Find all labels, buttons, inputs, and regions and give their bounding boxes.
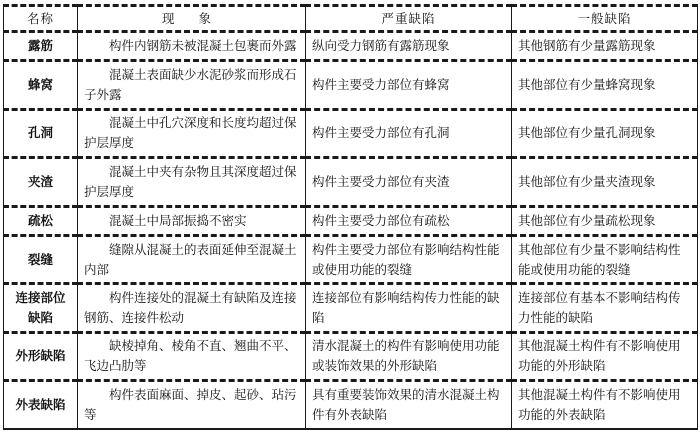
row-serious-defect: 清水混凝土的构件有影响使用功能或装饰效果的外形缺陷 xyxy=(306,332,512,380)
row-serious-defect: 具有重要装饰效果的清水混凝土构件有外表缺陷 xyxy=(306,381,512,429)
table-row xyxy=(4,332,698,380)
row-general-defect: 连接部位有基本不影响结构传力性能的缺陷 xyxy=(512,284,698,332)
header-general-defect: 一般缺陷 xyxy=(512,6,698,32)
table-row xyxy=(4,158,698,206)
row-general-defect: 其他部位有少量疏松现象 xyxy=(512,206,698,235)
row-name: 露筋 xyxy=(4,32,78,61)
table-row xyxy=(4,381,698,429)
header-serious-defect: 严重缺陷 xyxy=(306,6,512,32)
row-phenomenon: 构件连接处的混凝土有缺陷及连接钢筋、连接件松动 xyxy=(78,284,306,332)
row-general-defect: 其他混凝土构件有不影响使用功能的外形缺陷 xyxy=(512,332,698,380)
row-phenomenon: 构件内钢筋未被混凝土包裹而外露 xyxy=(78,32,306,61)
row-name: 疏松 xyxy=(4,206,78,235)
row-general-defect: 其他钢筋有少量露筋现象 xyxy=(512,32,698,61)
row-phenomenon: 混凝土中局部振捣不密实 xyxy=(78,206,306,235)
row-serious-defect: 构件主要受力部位有孔洞 xyxy=(306,109,512,157)
row-serious-defect: 构件主要受力部位有蜂窝 xyxy=(306,61,512,109)
table-row xyxy=(4,109,698,157)
row-name: 外表缺陷 xyxy=(4,381,78,429)
header-name: 名称 xyxy=(4,6,78,32)
row-serious-defect: 构件主要受力部位有夹渣 xyxy=(306,158,512,206)
header-row xyxy=(4,6,698,32)
table-row xyxy=(4,206,698,235)
row-serious-defect: 构件主要受力部位有疏松 xyxy=(306,206,512,235)
row-general-defect: 其他部位有少量蜂窝现象 xyxy=(512,61,698,109)
row-name: 裂缝 xyxy=(4,235,78,283)
row-serious-defect: 连接部位有影响结构传力性能的缺陷 xyxy=(306,284,512,332)
table-row xyxy=(4,61,698,109)
row-general-defect: 其他部位有少量夹渣现象 xyxy=(512,158,698,206)
row-general-defect: 其他混凝土构件有不影响使用功能的外表缺陷 xyxy=(512,381,698,429)
row-phenomenon: 混凝土表面缺少水泥砂浆而形成石子外露 xyxy=(78,61,306,109)
row-serious-defect: 构件主要受力部位有影响结构性能或使用功能的裂缝 xyxy=(306,235,512,283)
table-row xyxy=(4,235,698,283)
row-name: 孔洞 xyxy=(4,109,78,157)
row-general-defect: 其他部位有少量不影响结构性能或使用功能的裂缝 xyxy=(512,235,698,283)
table-row xyxy=(4,284,698,332)
row-phenomenon: 混凝土中孔穴深度和长度均超过保护层厚度 xyxy=(78,109,306,157)
table-row xyxy=(4,32,698,61)
header-phenomenon: 现 象 xyxy=(78,6,306,32)
row-phenomenon: 构件表面麻面、掉皮、起砂、玷污等 xyxy=(78,381,306,429)
row-name: 蜂窝 xyxy=(4,61,78,109)
row-phenomenon: 混凝土中夹有杂物且其深度超过保护层厚度 xyxy=(78,158,306,206)
defect-classification-table xyxy=(3,4,698,430)
row-phenomenon: 缺棱掉角、棱角不直、翘曲不平、飞边凸肋等 xyxy=(78,332,306,380)
row-phenomenon: 缝隙从混凝土的表面延伸至混凝土内部 xyxy=(78,235,306,283)
row-general-defect: 其他部位有少量孔洞现象 xyxy=(512,109,698,157)
row-name: 夹渣 xyxy=(4,158,78,206)
row-name: 外形缺陷 xyxy=(4,332,78,380)
row-name: 连接部位缺陷 xyxy=(4,284,78,332)
row-serious-defect: 纵向受力钢筋有露筋现象 xyxy=(306,32,512,61)
